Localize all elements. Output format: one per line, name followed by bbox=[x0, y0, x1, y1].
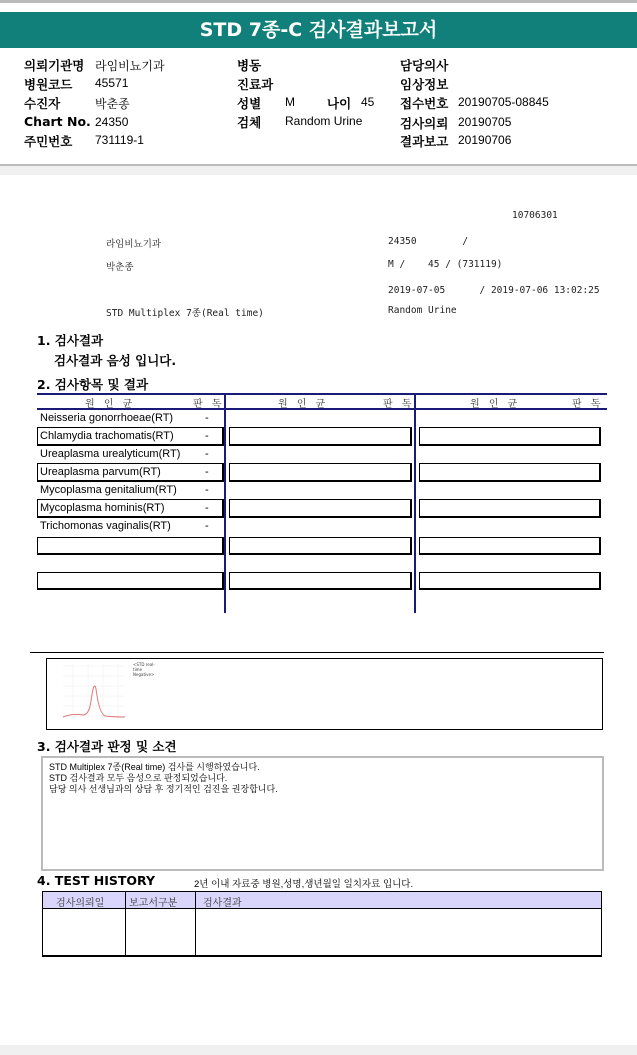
page-bottom bbox=[0, 1045, 637, 1055]
sec4-title: 4. TEST HISTORY bbox=[37, 873, 156, 888]
sec1-result: 검사결과 음성 입니다. bbox=[54, 353, 177, 368]
report-label: 결과보고 bbox=[400, 134, 449, 149]
sec3-title: 3. 검사결과 판정 및 소견 bbox=[37, 739, 177, 754]
age-value: 45 bbox=[361, 95, 375, 109]
age-label: 나이 bbox=[327, 96, 352, 111]
sec2-title: 2. 검사항목 및 결과 bbox=[37, 377, 149, 392]
empty-result-box bbox=[419, 572, 601, 590]
organism-result: - bbox=[205, 448, 209, 460]
organism-name: Ureaplasma parvum(RT) bbox=[40, 466, 161, 478]
col-result-2: 판 독 bbox=[383, 399, 415, 410]
doc-specimen: Random Urine bbox=[388, 305, 457, 316]
result-cell-box bbox=[419, 499, 601, 518]
doc-inst: 라임비뇨기과 bbox=[106, 239, 162, 250]
graph-caption: <STD real-time Negative> bbox=[133, 662, 155, 677]
history-table bbox=[42, 891, 602, 957]
chart-label: Chart No. bbox=[24, 114, 91, 129]
result-cell-box bbox=[229, 463, 412, 482]
col-result-1: 판 독 bbox=[193, 399, 225, 410]
inst-label: 의뢰기관명 bbox=[24, 58, 85, 73]
opinion-line: STD Multiplex 7종(Real time) 검사를 시행하였습니다. bbox=[49, 762, 260, 772]
ward-label: 병동 bbox=[237, 58, 262, 73]
chart-value: 24350 bbox=[95, 115, 129, 129]
result-cell-box bbox=[419, 427, 601, 446]
doc-dates: 2019-07-05 / 2019-07-06 13:02:25 bbox=[388, 285, 600, 296]
doc-test: STD Multiplex 7종(Real time) bbox=[106, 308, 264, 319]
empty-result-box bbox=[37, 537, 224, 555]
empty-result-box bbox=[419, 537, 601, 555]
col-organism-2: 원 인 균 bbox=[278, 399, 329, 410]
empty-result-box bbox=[37, 572, 224, 590]
amplification-curve bbox=[53, 661, 128, 729]
col-organism-1: 원 인 균 bbox=[85, 399, 136, 410]
sex-value: M bbox=[285, 95, 295, 109]
doc-id: 10706301 bbox=[512, 210, 558, 221]
top-border bbox=[0, 0, 637, 3]
request-value: 20190705 bbox=[458, 115, 512, 129]
organism-name: Mycoplasma hominis(RT) bbox=[40, 502, 165, 514]
opinion-line: 담당 의사 선생님과의 상담 후 정기적인 검진을 권장합니다. bbox=[49, 784, 278, 794]
organism-name: Chlamydia trachomatis(RT) bbox=[40, 430, 174, 442]
doctor-label: 담당의사 bbox=[400, 58, 449, 73]
rrn-label: 주민번호 bbox=[24, 134, 73, 149]
sex-label: 성별 bbox=[237, 96, 262, 111]
empty-result-box bbox=[229, 572, 412, 590]
page-gap bbox=[0, 166, 637, 175]
code-value: 45571 bbox=[95, 76, 129, 90]
receipt-label: 접수번호 bbox=[400, 96, 449, 111]
receipt-value: 20190705-08845 bbox=[458, 95, 549, 109]
organism-result: - bbox=[205, 430, 209, 442]
patient-value: 박춘종 bbox=[95, 97, 130, 111]
organism-result: - bbox=[205, 484, 209, 496]
opinion-line: STD 검사결과 모두 음성으로 판정되었습니다. bbox=[49, 773, 228, 783]
empty-result-box bbox=[229, 537, 412, 555]
dept-label: 진료과 bbox=[237, 77, 274, 92]
col-organism-3: 원 인 균 bbox=[470, 399, 521, 410]
organism-result: - bbox=[205, 466, 209, 478]
report-value: 20190706 bbox=[458, 133, 512, 147]
rrn-value: 731119-1 bbox=[95, 133, 144, 147]
code-label: 병원코드 bbox=[24, 77, 73, 92]
graph-divider bbox=[30, 652, 604, 653]
clinical-label: 임상정보 bbox=[400, 77, 449, 92]
sec4-note: 2년 이내 자료중 병원,성명,생년월일 일치자료 입니다. bbox=[194, 879, 414, 890]
doc-sexage: M / 45 / (731119) bbox=[388, 259, 503, 270]
opinion-box bbox=[41, 756, 604, 871]
specimen-label: 검체 bbox=[237, 115, 262, 130]
inst-value: 라임비뇨기과 bbox=[95, 59, 165, 73]
organism-name: Neisseria gonorrhoeae(RT) bbox=[40, 412, 174, 424]
organism-result: - bbox=[205, 520, 209, 532]
history-col-result: 검사결과 bbox=[203, 898, 242, 909]
organism-result: - bbox=[205, 412, 209, 424]
sec1-title: 1. 검사결과 bbox=[37, 333, 104, 348]
organism-result: - bbox=[205, 502, 209, 514]
doc-patient: 박춘종 bbox=[106, 262, 134, 273]
result-cell-box bbox=[229, 499, 412, 518]
organism-name: Trichomonas vaginalis(RT) bbox=[40, 520, 171, 532]
patient-label: 수진자 bbox=[24, 96, 61, 111]
result-cell-box bbox=[229, 427, 412, 446]
col-result-3: 판 독 bbox=[572, 399, 604, 410]
doc-chart: 24350 / bbox=[388, 236, 469, 247]
report-title: STD 7종-C 검사결과보고서 bbox=[0, 12, 637, 48]
history-col-type: 보고서구분 bbox=[129, 898, 178, 909]
organism-name: Mycoplasma genitalium(RT) bbox=[40, 484, 177, 496]
request-label: 검사의뢰 bbox=[400, 116, 449, 131]
specimen-value: Random Urine bbox=[285, 114, 363, 128]
history-col-date: 검사의뢰일 bbox=[56, 898, 105, 909]
organism-name: Ureaplasma urealyticum(RT) bbox=[40, 448, 181, 460]
result-cell-box bbox=[419, 463, 601, 482]
graph-box bbox=[46, 658, 603, 730]
